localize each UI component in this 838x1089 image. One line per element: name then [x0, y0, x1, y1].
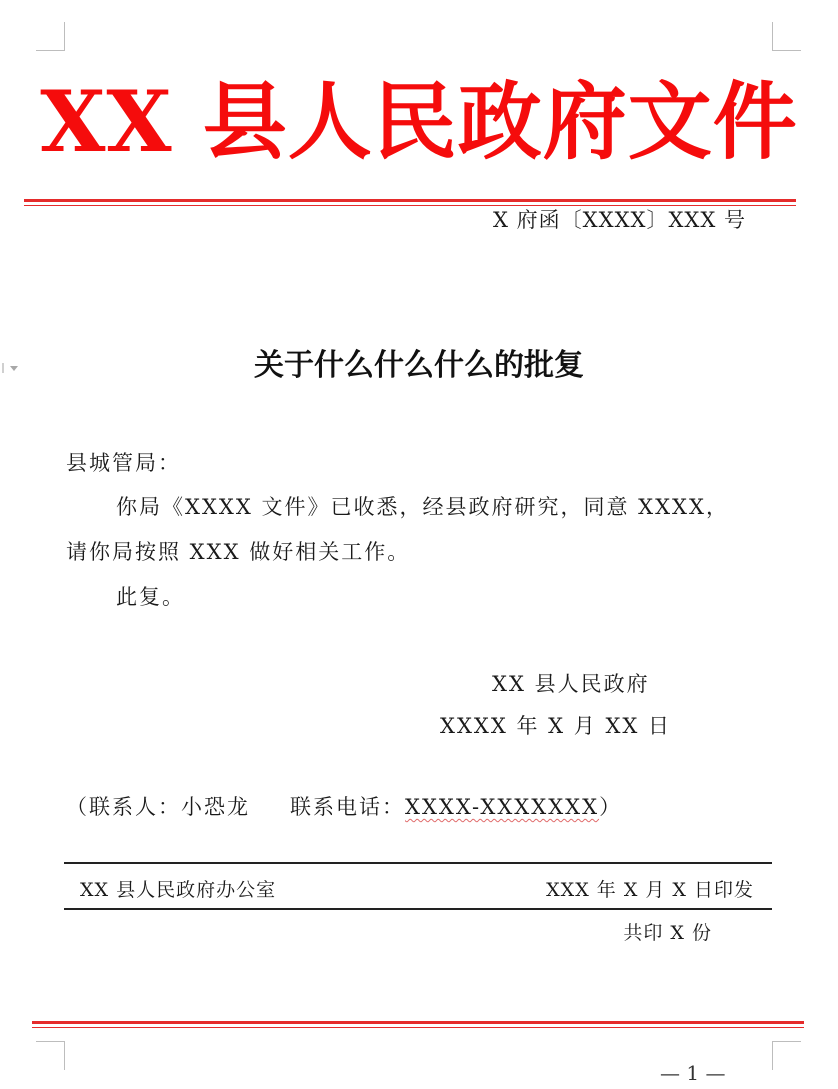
contact-phone: XXXX-XXXXXXX — [405, 795, 600, 819]
crop-mark-top-right — [772, 22, 801, 51]
body-paragraph-1-line-2: 请你局按照 XXX 做好相关工作。 — [66, 540, 411, 564]
copies-count: 共印 X 份 — [623, 922, 712, 944]
document-heading: 关于什么什么什么的批复 — [254, 348, 584, 383]
crop-mark-bottom-left — [36, 1041, 65, 1070]
body-paragraph-2: 此复。 — [116, 585, 185, 609]
issuer-office: XX 县人民政府办公室 — [80, 879, 277, 901]
footer-rule-bottom — [64, 908, 772, 910]
footer-rule-top — [64, 862, 772, 864]
contact-close: ） — [599, 795, 623, 819]
print-date: XXX 年 X 月 X 日印发 — [546, 879, 754, 901]
document-red-header-title: XX 县人民政府文件 — [40, 72, 798, 171]
contact-person: （联系人：小恐龙 — [66, 795, 250, 819]
crop-mark-top-left — [36, 22, 65, 51]
body-paragraph-1-line-1: 你局《XXXX 文件》已收悉，经县政府研究，同意 XXXX， — [116, 495, 729, 519]
red-separator-bottom — [32, 1021, 804, 1029]
signature-organization: XX 县人民政府 — [492, 672, 650, 696]
contact-line — [66, 792, 622, 822]
signature-date: XXXX 年 X 月 XX 日 — [440, 714, 672, 738]
crop-mark-bottom-right — [772, 1041, 801, 1070]
page-number: — 1 — — [660, 1061, 726, 1085]
salutation: 县城管局： — [66, 451, 181, 475]
contact-phone-label: 联系电话： — [290, 795, 405, 819]
document-number: X 府函〔XXXX〕XXX 号 — [493, 208, 746, 232]
